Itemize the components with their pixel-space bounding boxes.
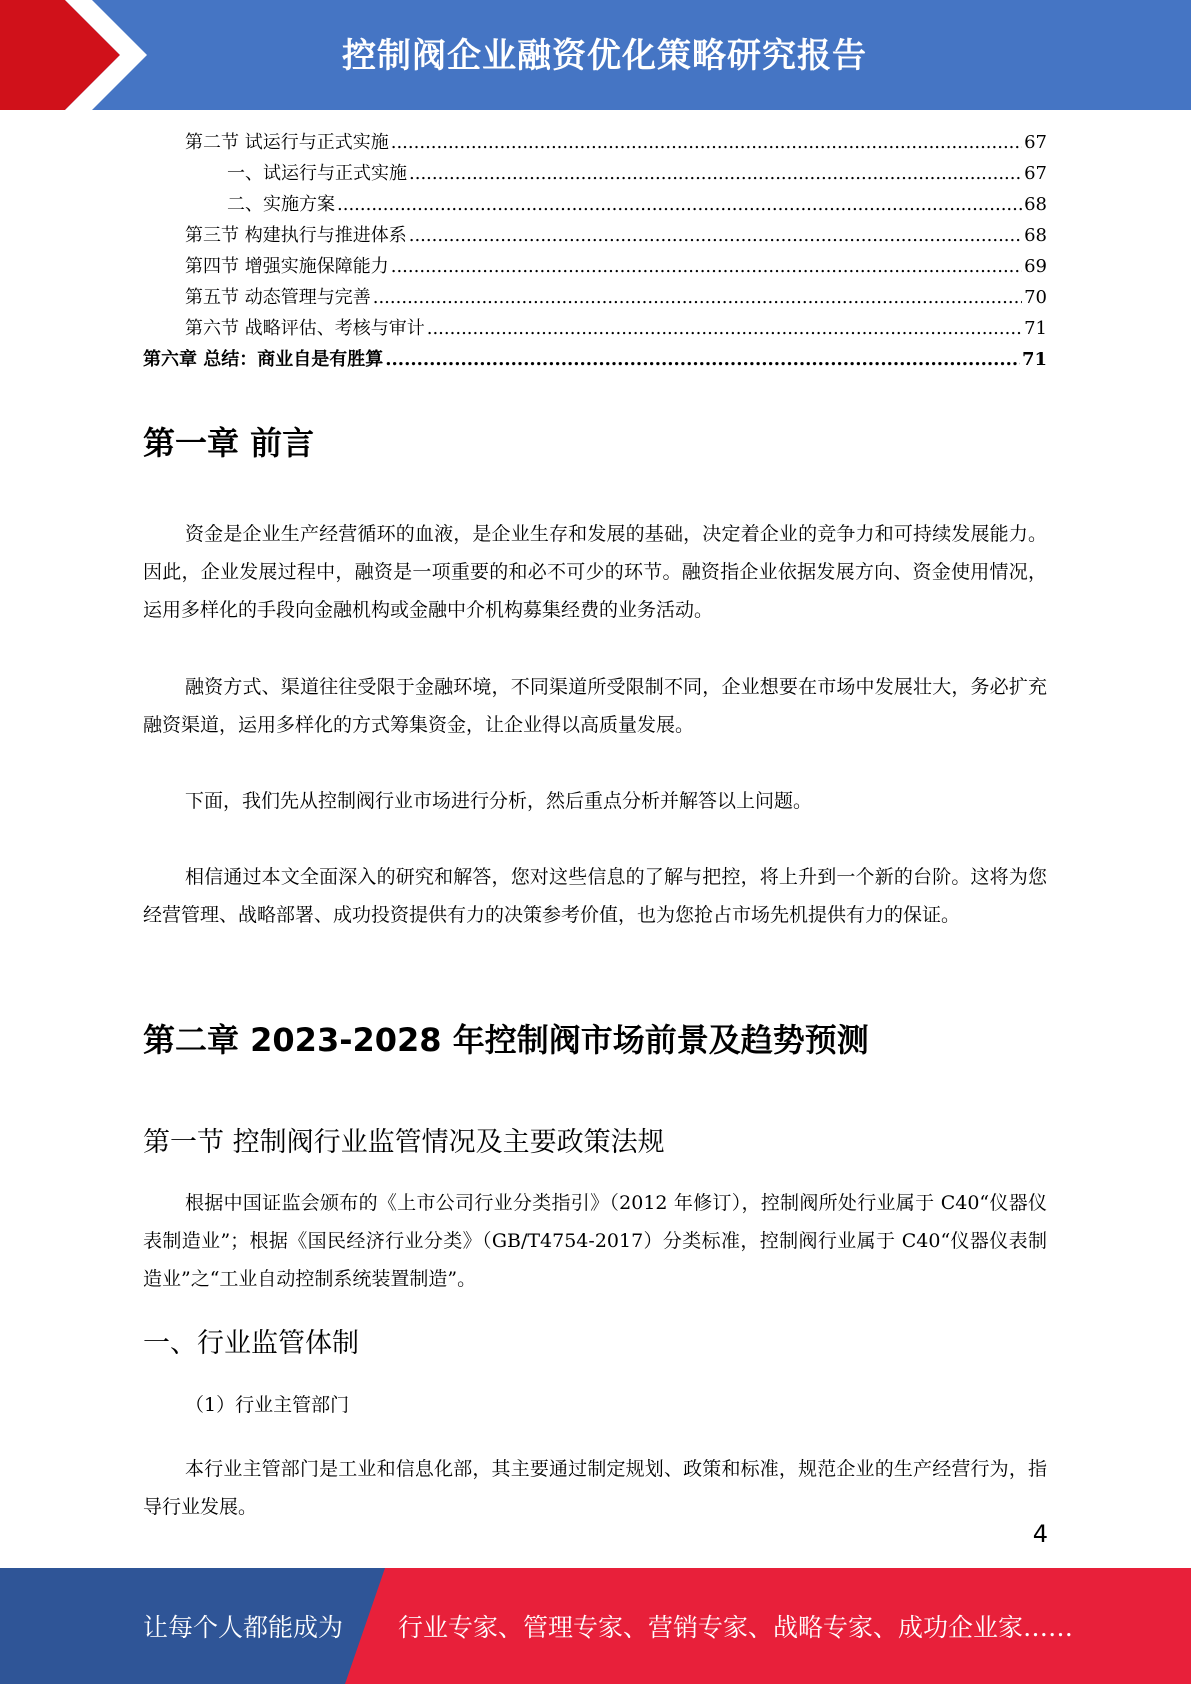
toc-entry-text: 第五节 动态管理与完善 xyxy=(185,287,371,308)
section-paragraph: 根据中国证监会颁布的《上市公司行业分类指引》（2012 年修订），控制阀所处行业属于 C40“仪器仪表制造业”；根据《国民经济行业分类》（GB/T4754-2017）分类标准，控制阀行业属于 C40“仪器仪表制造业”之“工业自动控制系统装置制造”。 xyxy=(143,1192,1047,1290)
header-banner xyxy=(0,0,1191,110)
chapter-2-heading: 第二章 2023-2028 年控制阀市场前景及趋势预测 xyxy=(143,1021,869,1059)
toc-leader-dots xyxy=(385,349,1020,371)
toc-entry-text: 第六节 战略评估、考核与审计 xyxy=(185,318,425,339)
toc-entry[interactable] xyxy=(143,252,1047,283)
section-heading: 第一节 控制阀行业监管情况及主要政策法规 xyxy=(143,1127,665,1158)
table-of-contents xyxy=(143,128,1047,376)
toc-entry-page: 69 xyxy=(1024,256,1047,277)
toc-leader-dots xyxy=(409,163,1022,185)
toc-entry-text: 第四节 增强实施保障能力 xyxy=(185,256,389,277)
subsection-heading: 一、行业监管体制 xyxy=(143,1328,359,1359)
chapter-1-paragraph: 相信通过本文全面深入的研究和解答，您对这些信息的了解与把控，将上升到一个新的台阶。这将为您经营管理、战略部署、成功投资提供有力的决策参考价值，也为您抢占市场先机提供有力的保证。 xyxy=(143,866,1047,926)
toc-entry-page: 71 xyxy=(1024,318,1047,339)
toc-entry[interactable] xyxy=(143,283,1047,314)
toc-leader-dots xyxy=(337,194,1022,216)
toc-entry-page: 70 xyxy=(1024,287,1047,308)
chapter-1-heading: 第一章 前言 xyxy=(143,424,315,462)
chapter-1-paragraph: 下面，我们先从控制阀行业市场进行分析，然后重点分析并解答以上问题。 xyxy=(185,790,813,812)
toc-leader-dots xyxy=(391,132,1022,154)
toc-entry[interactable] xyxy=(143,128,1047,159)
toc-entry-page: 68 xyxy=(1024,225,1047,246)
toc-entry[interactable] xyxy=(143,221,1047,252)
toc-entry-page: 68 xyxy=(1024,194,1047,215)
subsection-item-label: （1）行业主管部门 xyxy=(185,1394,350,1416)
toc-entry-text: 一、试运行与正式实施 xyxy=(227,163,407,184)
toc-entry-page: 71 xyxy=(1021,349,1047,370)
toc-entry[interactable] xyxy=(143,190,1047,221)
toc-entry-text: 二、实施方案 xyxy=(227,194,335,215)
subsection-paragraph: 本行业主管部门是工业和信息化部，其主要通过制定规划、政策和标准，规范企业的生产经营行为，指导行业发展。 xyxy=(143,1458,1047,1518)
toc-leader-dots xyxy=(391,256,1022,278)
toc-entry-chapter[interactable] xyxy=(143,345,1047,376)
report-title: 控制阀企业融资优化策略研究报告 xyxy=(342,36,867,76)
footer-slogan-left: 让每个人都能成为 xyxy=(143,1613,344,1642)
chapter-1-paragraph: 资金是企业生产经营循环的血液，是企业生存和发展的基础，决定着企业的竞争力和可持续发展能力。因此，企业发展过程中，融资是一项重要的和必不可少的环节。融资指企业依据发展方向、资金使用情况，运用多样化的手段向金融机构或金融中介机构募集经费的业务活动。 xyxy=(143,523,1047,621)
toc-entry[interactable] xyxy=(143,314,1047,345)
toc-leader-dots xyxy=(373,287,1022,309)
footer-slogan-right: 行业专家、管理专家、营销专家、战略专家、成功企业家…… xyxy=(398,1613,1074,1642)
toc-entry[interactable] xyxy=(143,159,1047,190)
page-number: 4 xyxy=(1032,1520,1048,1548)
toc-entry-text: 第六章 总结：商业自是有胜算 xyxy=(143,349,384,370)
toc-entry-text: 第三节 构建执行与推进体系 xyxy=(185,225,407,246)
footer-banner xyxy=(0,1568,1191,1684)
toc-entry-page: 67 xyxy=(1024,132,1047,153)
toc-leader-dots xyxy=(409,225,1022,247)
toc-leader-dots xyxy=(427,318,1022,340)
toc-entry-page: 67 xyxy=(1024,163,1047,184)
toc-entry-text: 第二节 试运行与正式实施 xyxy=(185,132,389,153)
chapter-1-paragraph: 融资方式、渠道往往受限于金融环境，不同渠道所受限制不同，企业想要在市场中发展壮大，务必扩充融资渠道，运用多样化的方式筹集资金，让企业得以高质量发展。 xyxy=(143,676,1047,736)
